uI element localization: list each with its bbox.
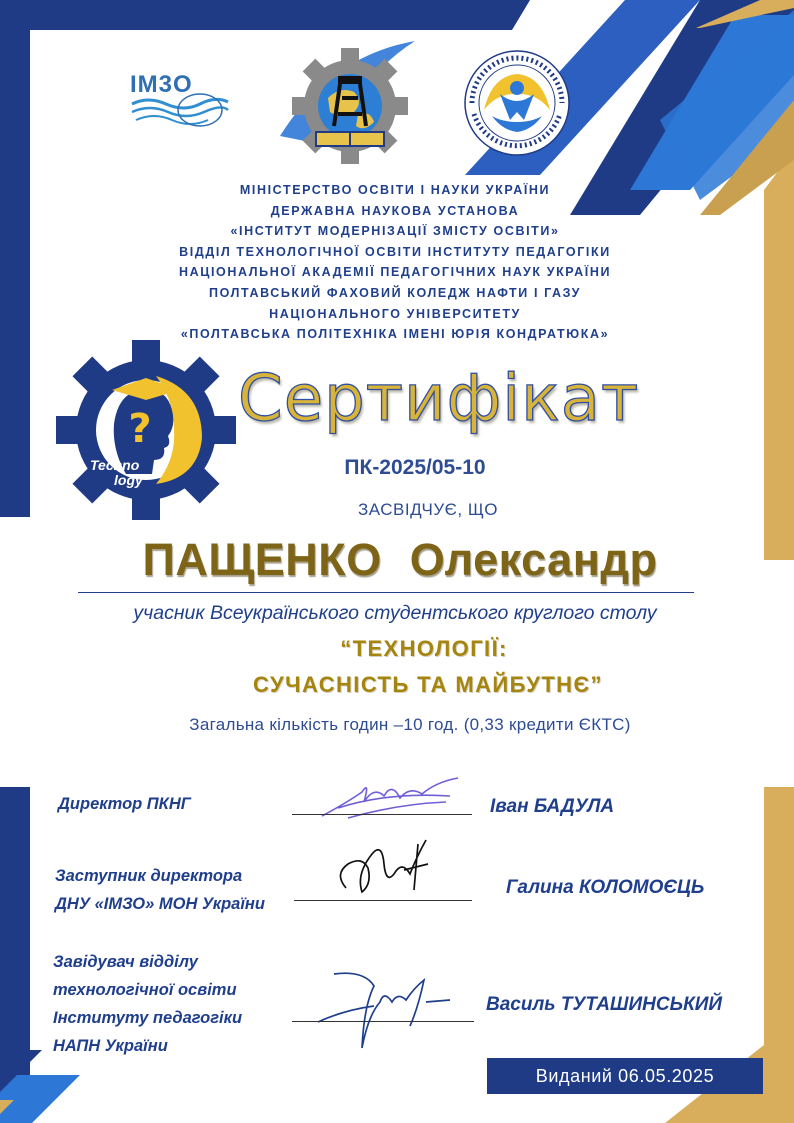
institute-pedagogy-seal [462,48,572,158]
event-topic-line-2: СУЧАСНІСТЬ ТА МАЙБУТНЄ” [253,672,603,697]
signer-role-line: технологічної освіти [53,981,237,999]
certificate-number: ПК-2025/05-10 [344,456,486,479]
signer-role-line: Директор ПКНГ [58,795,191,813]
issued-date-badge: Виданий 06.05.2025 [487,1058,763,1094]
header-line: НАЦІОНАЛЬНОЇ АКАДЕМІЇ ПЕДАГОГІЧНИХ НАУК УКРАЇНИ [178,265,612,280]
signer-role-deputy [55,862,265,918]
certifies-text: ЗАСВІДЧУЄ, ЩО [358,500,498,519]
signer-role-director [58,790,191,818]
header-line: НАЦІОНАЛЬНОГО УНІВЕРСИТЕТУ [269,306,521,321]
total-hours: Загальна кількість годин –10 год. (0,33 кредити ЄКТС) [189,715,631,734]
signer-role-head [53,948,242,1060]
signer-name-2: Галина КОЛОМОЄЦЬ [506,877,705,898]
college-gear-globe-logo [270,36,420,164]
signature-line [292,814,472,815]
certificate-title: Сертифікат [238,362,640,436]
signer-role-line: Заступник директора [55,867,243,885]
signer-role-line: Інституту педагогіки [53,1009,243,1027]
header-line: «ІНСТИТУТ МОДЕРНІЗАЦІЇ ЗМІСТУ ОСВІТИ» [230,224,560,239]
signature-line [294,900,472,901]
header-line: «ПОЛТАВСЬКА ПОЛІТЕХНІКА ІМЕНІ ЮРІЯ КОНДРАТЮКА» [180,327,610,342]
recipient-given-name: Олександр [409,534,658,585]
signer-name-1: Іван БАДУЛА [490,796,615,817]
signature-1-icon [318,772,466,824]
signature-2-icon [332,834,442,900]
signature-line [292,1021,474,1022]
signer-role-line: Завідувач відділу [53,953,198,971]
header-line: МІНІСТЕРСТВО ОСВІТИ І НАУКИ УКРАЇНИ [239,183,551,197]
signer-name-3: Василь ТУТАШИНСЬКИЙ [486,994,723,1015]
recipient-name [80,534,720,586]
header-line: ПОЛТАВСЬКИЙ ФАХОВИЙ КОЛЕДЖ НАФТИ І ГАЗУ [209,285,581,300]
participant-text: учасник Всеукраїнського студентського круглого столу [133,602,657,624]
signer-role-line: НАПН України [53,1037,168,1055]
recipient-surname: ПАЩЕНКО [142,534,382,585]
signer-role-line: ДНУ «ІМЗО» МОН України [55,895,265,913]
imzo-logo-text: IM3O [130,71,193,98]
signature-3-icon [314,966,454,1052]
header-line: ДЕРЖАВНА НАУКОВА УСТАНОВА [270,203,520,218]
imzo-wave-logo [128,66,230,128]
header-line: ВІДДІЛ ТЕХНОЛОГІЧНОЇ ОСВІТИ ІНСТИТУТУ ПЕДАГОГІКИ [179,244,611,259]
name-underline [78,592,694,593]
technology-logo-text-1: Techno [90,457,140,473]
svg-text:?: ? [128,406,152,452]
technology-gear-logo [54,330,240,526]
event-topic-line-1: “ТЕХНОЛОГІЇ: [340,636,508,661]
technology-logo-text-2: logy [114,472,143,488]
certificate-header [140,180,650,345]
